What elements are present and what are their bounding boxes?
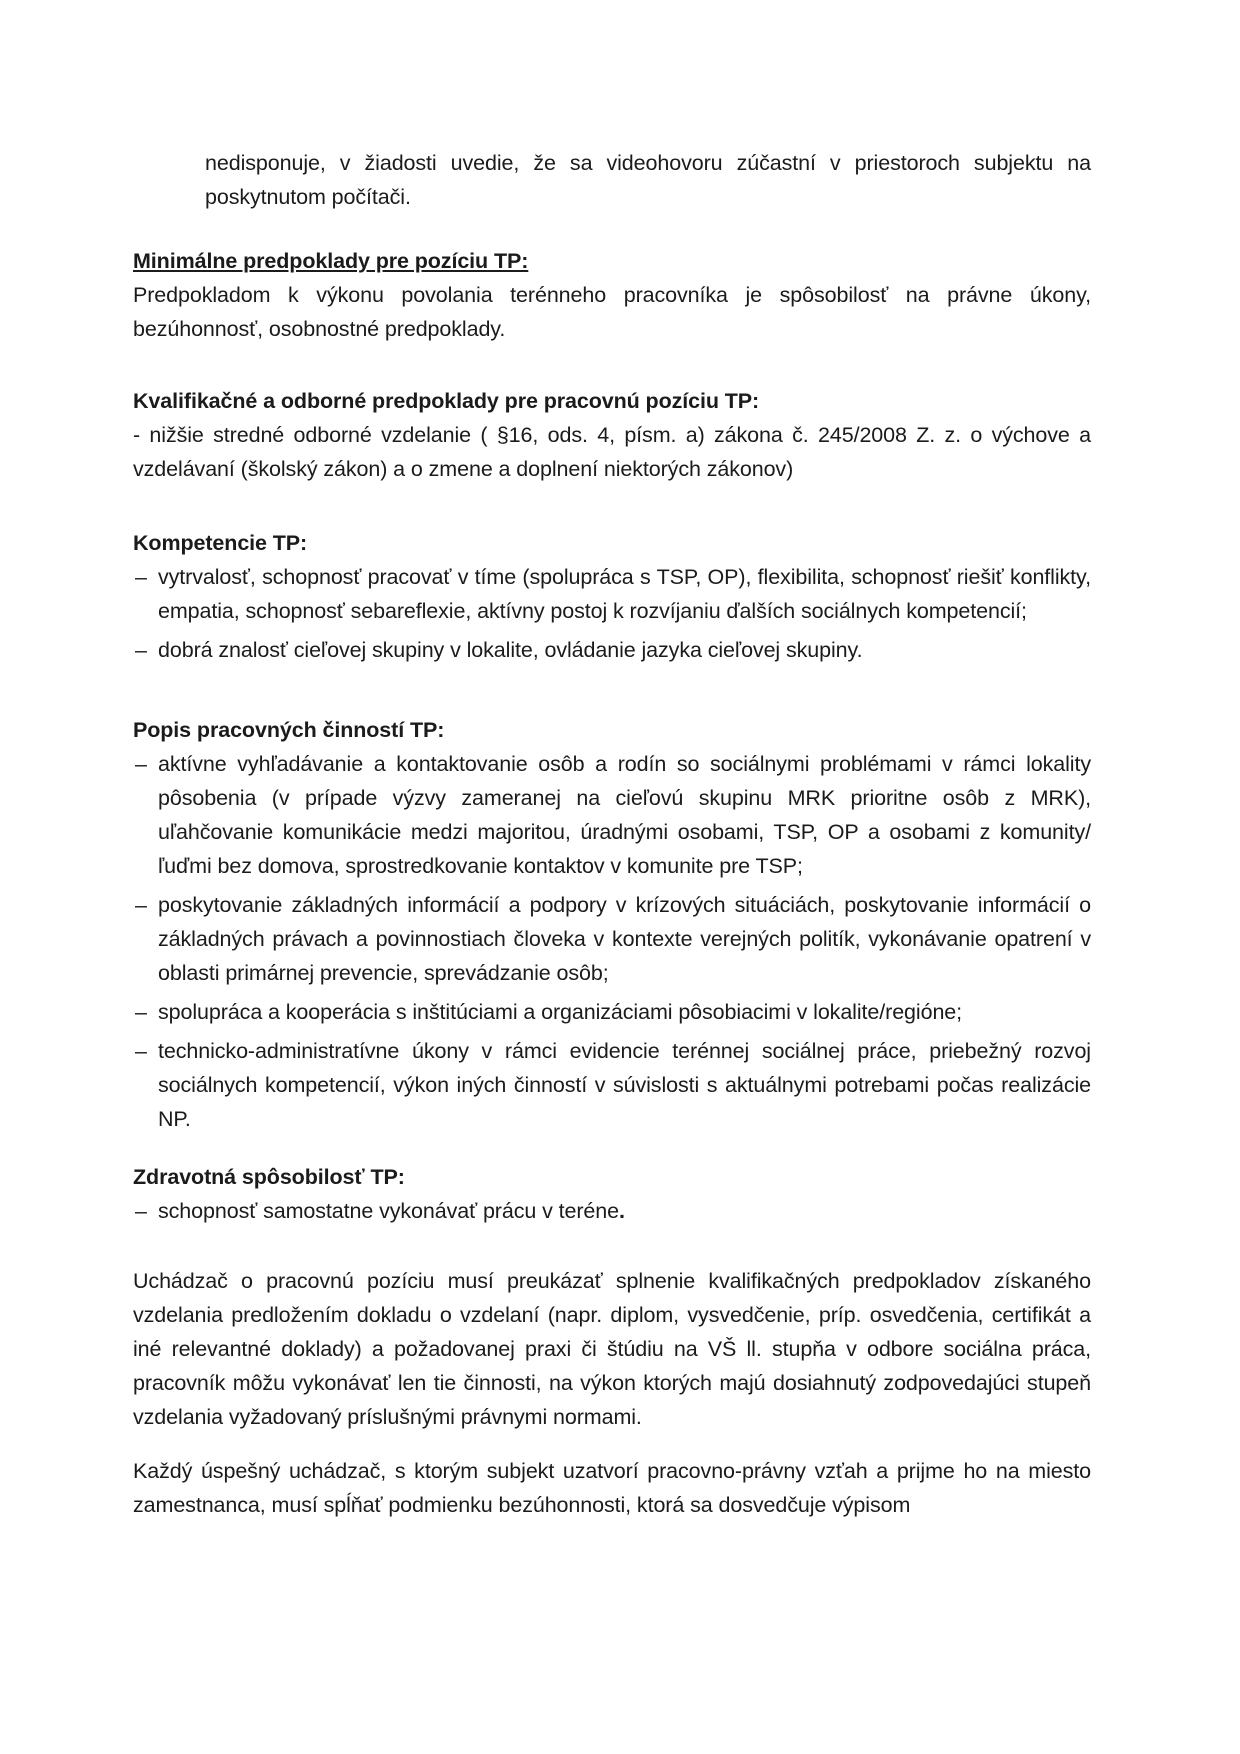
dash-bullet: – xyxy=(135,565,147,589)
dash-bullet: – xyxy=(135,638,147,662)
dash-bullet: – xyxy=(135,893,147,917)
list-item-text: spolupráca a kooperácia s inštitúciami a organizáciami pôsobiacimi v lokalite/regióne; xyxy=(158,1000,963,1024)
list-item xyxy=(133,1194,1091,1228)
list-item xyxy=(133,747,1091,883)
heading-zdravotna-sposobilost: Zdravotná spôsobilosť TP: xyxy=(133,1165,405,1189)
list-item-text: schopnosť samostatne vykonávať prácu v teréne xyxy=(158,1199,619,1223)
list-item-text: vytrvalosť, schopnosť pracovať v tíme (spolupráca s TSP, OP), flexibilita, schopnosť riešiť konflikty, empatia, schopnosť sebareflexie, aktívny postoj k rozvíjaniu ďalších sociálnych kompetencií; xyxy=(158,565,1091,623)
list-item-text: aktívne vyhľadávanie a kontaktovanie osôb a rodín so sociálnymi problémami v rámci lokality pôsobenia (v prípade výzvy zameranej na cieľovú skupinu MRK prioritne osôb z MRK), uľahčovanie komunikácie medzi majoritou, úradnými osobami, TSP, OP a osobami z komunity/ľuďmi bez domova, sprostredkovanie kontaktov v komunite pre TSP; xyxy=(158,752,1091,878)
dash-bullet: – xyxy=(135,1199,147,1223)
dash-bullet: – xyxy=(135,1039,147,1063)
uchadzac-paragraph: Uchádzač o pracovnú pozíciu musí preukázať splnenie kvalifikačných predpokladov získaného vzdelania predložením dokladu o vzdelaní (napr. diplom, vysvedčenie, príp. osvedčenia, certifikát a iné relevantné doklady) a požadovanej praxi či štúdiu na VŠ ll. stupňa v odbore sociálna práca, pracovník môžu vykonávať len tie činnosti, na výkon ktorých majú dosiahnutý zodpovedajúci stupeň vzdelania vyžadovaný príslušnými právnymi normami. xyxy=(133,1269,1091,1429)
kompetencie-list xyxy=(133,560,1091,667)
list-item-bold-period: . xyxy=(619,1199,625,1223)
kazdy-uchadzac-paragraph: Každý úspešný uchádzač, s ktorým subjekt uzatvorí pracovno-právny vzťah a prijme ho na miesto zamestnanca, musí spĺňať podmienku bezúhonnosti, ktorá sa dosvedčuje výpisom xyxy=(133,1459,1091,1517)
dash-bullet: – xyxy=(135,1000,147,1024)
document-content xyxy=(133,146,1091,1522)
list-item xyxy=(133,995,1091,1029)
minimalne-predpoklady-paragraph: Predpokladom k výkonu povolania terénneho pracovníka je spôsobilosť na právne úkony, bezúhonnosť, osobnostné predpoklady. xyxy=(133,283,1091,341)
heading-kompetencie: Kompetencie TP: xyxy=(133,531,308,555)
list-item-text: dobrá znalosť cieľovej skupiny v lokalite, ovládanie jazyka cieľovej skupiny. xyxy=(158,638,863,662)
zdravotna-sposobilost-list xyxy=(133,1194,1091,1228)
heading-minimalne-predpoklady: Minimálne predpoklady pre pozíciu TP: xyxy=(133,249,529,273)
list-item xyxy=(133,888,1091,990)
list-item xyxy=(133,633,1091,667)
list-item xyxy=(133,1034,1091,1136)
kvalifikacne-predpoklady-paragraph: - nižšie stredné odborné vzdelanie ( §16, ods. 4, písm. a) zákona č. 245/2008 Z. z. o výchove a vzdelávaní (školský zákon) a o zmene a doplnení niektorých zákonov) xyxy=(133,423,1091,481)
list-item xyxy=(133,560,1091,628)
dash-bullet: – xyxy=(135,752,147,776)
popis-cinnosti-list xyxy=(133,747,1091,1136)
heading-kvalifikacne-predpoklady: Kvalifikačné a odborné predpoklady pre pracovnú pozíciu TP: xyxy=(133,389,760,413)
heading-popis-cinnosti: Popis pracovných činností TP: xyxy=(133,718,445,742)
intro-paragraph: nedisponuje, v žiadosti uvedie, že sa videohovoru zúčastní v priestoroch subjektu na poskytnutom počítači. xyxy=(205,151,1091,209)
list-item-text: technicko-administratívne úkony v rámci evidencie terénnej sociálnej práce, priebežný rozvoj sociálnych kompetencií, výkon iných činností v súvislosti s aktuálnymi potrebami počas realizácie NP. xyxy=(158,1039,1091,1131)
list-item-text: poskytovanie základných informácií a podpory v krízových situáciách, poskytovanie informácií o základných právach a povinnostiach človeka v kontexte verejných politík, vykonávanie opatrení v oblasti primárnej prevencie, sprevádzanie osôb; xyxy=(158,893,1091,985)
